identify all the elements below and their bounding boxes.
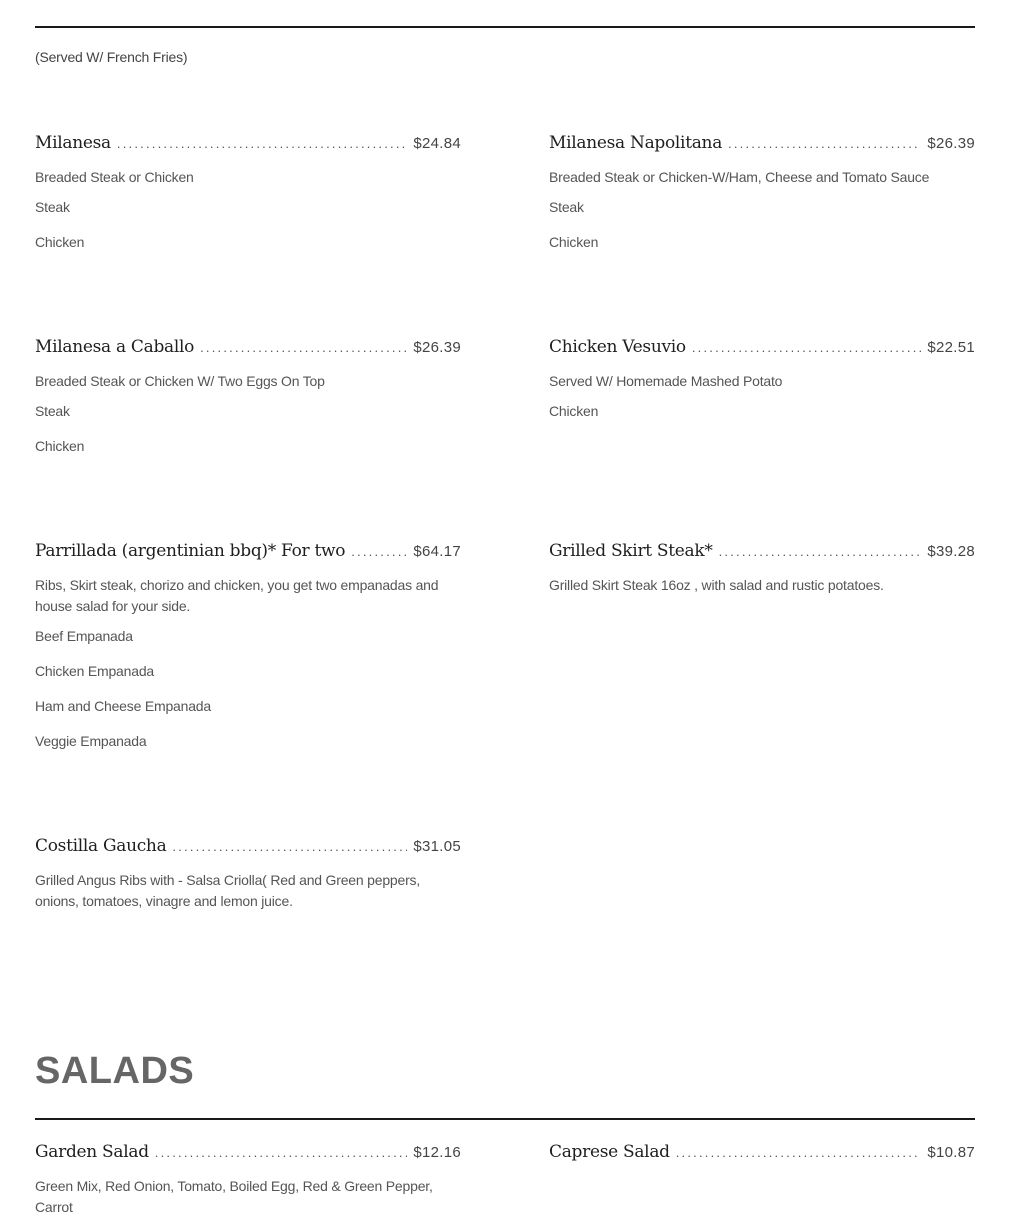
menu-item-price: $26.39: [413, 339, 461, 356]
menu-item-options: [549, 197, 975, 253]
section-divider: [35, 1118, 975, 1120]
section-divider: [35, 26, 975, 28]
menu-item-description: Served W/ Homemade Mashed Potato: [549, 373, 783, 389]
menu-item-price: $39.28: [927, 543, 975, 560]
dot-leader: [117, 136, 407, 151]
menu-item-header: [549, 541, 975, 561]
menu-item-name: Caprese Salad: [549, 1142, 670, 1162]
menu-item-description: Breaded Steak or Chicken W/ Two Eggs On Top: [35, 373, 325, 389]
menu-item-name: Garden Salad: [35, 1142, 149, 1162]
menu-item-header: [549, 337, 975, 357]
menu-item-name: Grilled Skirt Steak*: [549, 541, 713, 561]
menu-item-name: Costilla Gaucha: [35, 836, 167, 856]
menu-item-price: $26.39: [927, 135, 975, 152]
menu-item-name: Milanesa: [35, 133, 111, 153]
menu-item-description: Breaded Steak or Chicken: [35, 169, 194, 185]
menu-item-option: Chicken: [35, 438, 85, 454]
section-note: (Served W/ French Fries): [35, 49, 188, 65]
dot-leader: [200, 340, 407, 355]
menu-item-price: $24.84: [413, 135, 461, 152]
menu-item-option: Steak: [35, 403, 70, 419]
menu-item-header: [35, 1142, 461, 1162]
menu-item-option: Steak: [35, 199, 70, 215]
menu-item-parrillada: [35, 541, 461, 766]
menu-item-description: Ribs, Skirt steak, chorizo and chicken, you get two empanadas and house salad for your side.: [35, 577, 439, 614]
section-title-salads: SALADS: [35, 1050, 195, 1092]
menu-item-milanesa-a-caballo: [35, 337, 461, 471]
menu-item-header: [35, 836, 461, 856]
dot-leader: [351, 544, 407, 559]
dot-leader: [155, 1145, 408, 1160]
menu-item-garden-salad: [35, 1142, 461, 1218]
menu-item-options: [549, 401, 975, 422]
menu-item-name: Chicken Vesuvio: [549, 337, 686, 357]
menu-item-price: $12.16: [413, 1144, 461, 1161]
menu-item-description: Grilled Skirt Steak 16oz , with salad and rustic potatoes.: [549, 577, 884, 593]
menu-item-chicken-vesuvio: [549, 337, 975, 436]
menu-item-option: Chicken: [35, 234, 85, 250]
menu-item-milanesa-napolitana: [549, 133, 975, 267]
menu-item-option: Steak: [549, 199, 584, 215]
menu-item-header: [35, 133, 461, 153]
menu-item-price: $22.51: [927, 339, 975, 356]
menu-item-name: Parrillada (argentinian bbq)* For two: [35, 541, 346, 561]
menu-item-price: $31.05: [413, 838, 461, 855]
menu-item-option: Ham and Cheese Empanada: [35, 698, 211, 714]
menu-item-option: Chicken: [549, 403, 599, 419]
menu-item-caprese-salad: [549, 1142, 975, 1162]
menu-item-description: Grilled Angus Ribs with - Salsa Criolla( Red and Green peppers, onions, tomatoes, vinagre and lemon juice.: [35, 872, 421, 909]
menu-item-header: [35, 337, 461, 357]
menu-item-header: [35, 541, 461, 561]
menu-item-name: Milanesa Napolitana: [549, 133, 723, 153]
menu-item-header: [549, 133, 975, 153]
dot-leader: [728, 136, 921, 151]
dot-leader: [172, 839, 407, 854]
menu-item-option: Veggie Empanada: [35, 733, 147, 749]
menu-item-option: Beef Empanada: [35, 628, 133, 644]
dot-leader: [692, 340, 921, 355]
menu-item-costilla-gaucha: [35, 836, 461, 912]
menu-item-description: Breaded Steak or Chicken-W/Ham, Cheese and Tomato Sauce: [549, 169, 930, 185]
menu-item-price: $10.87: [927, 1144, 975, 1161]
menu-item-header: [549, 1142, 975, 1162]
menu-item-description: Green Mix, Red Onion, Tomato, Boiled Egg, Red & Green Pepper, Carrot: [35, 1178, 433, 1215]
menu-item-options: [35, 197, 461, 253]
menu-item-options: [35, 626, 461, 752]
menu-item-price: $64.17: [413, 543, 461, 560]
dot-leader: [676, 1145, 922, 1160]
menu-item-grilled-skirt-steak: [549, 541, 975, 596]
menu-item-option: Chicken Empanada: [35, 663, 154, 679]
menu-item-options: [35, 401, 461, 457]
dot-leader: [719, 544, 922, 559]
menu-item-name: Milanesa a Caballo: [35, 337, 195, 357]
menu-item-milanesa: [35, 133, 461, 267]
menu-item-option: Chicken: [549, 234, 599, 250]
